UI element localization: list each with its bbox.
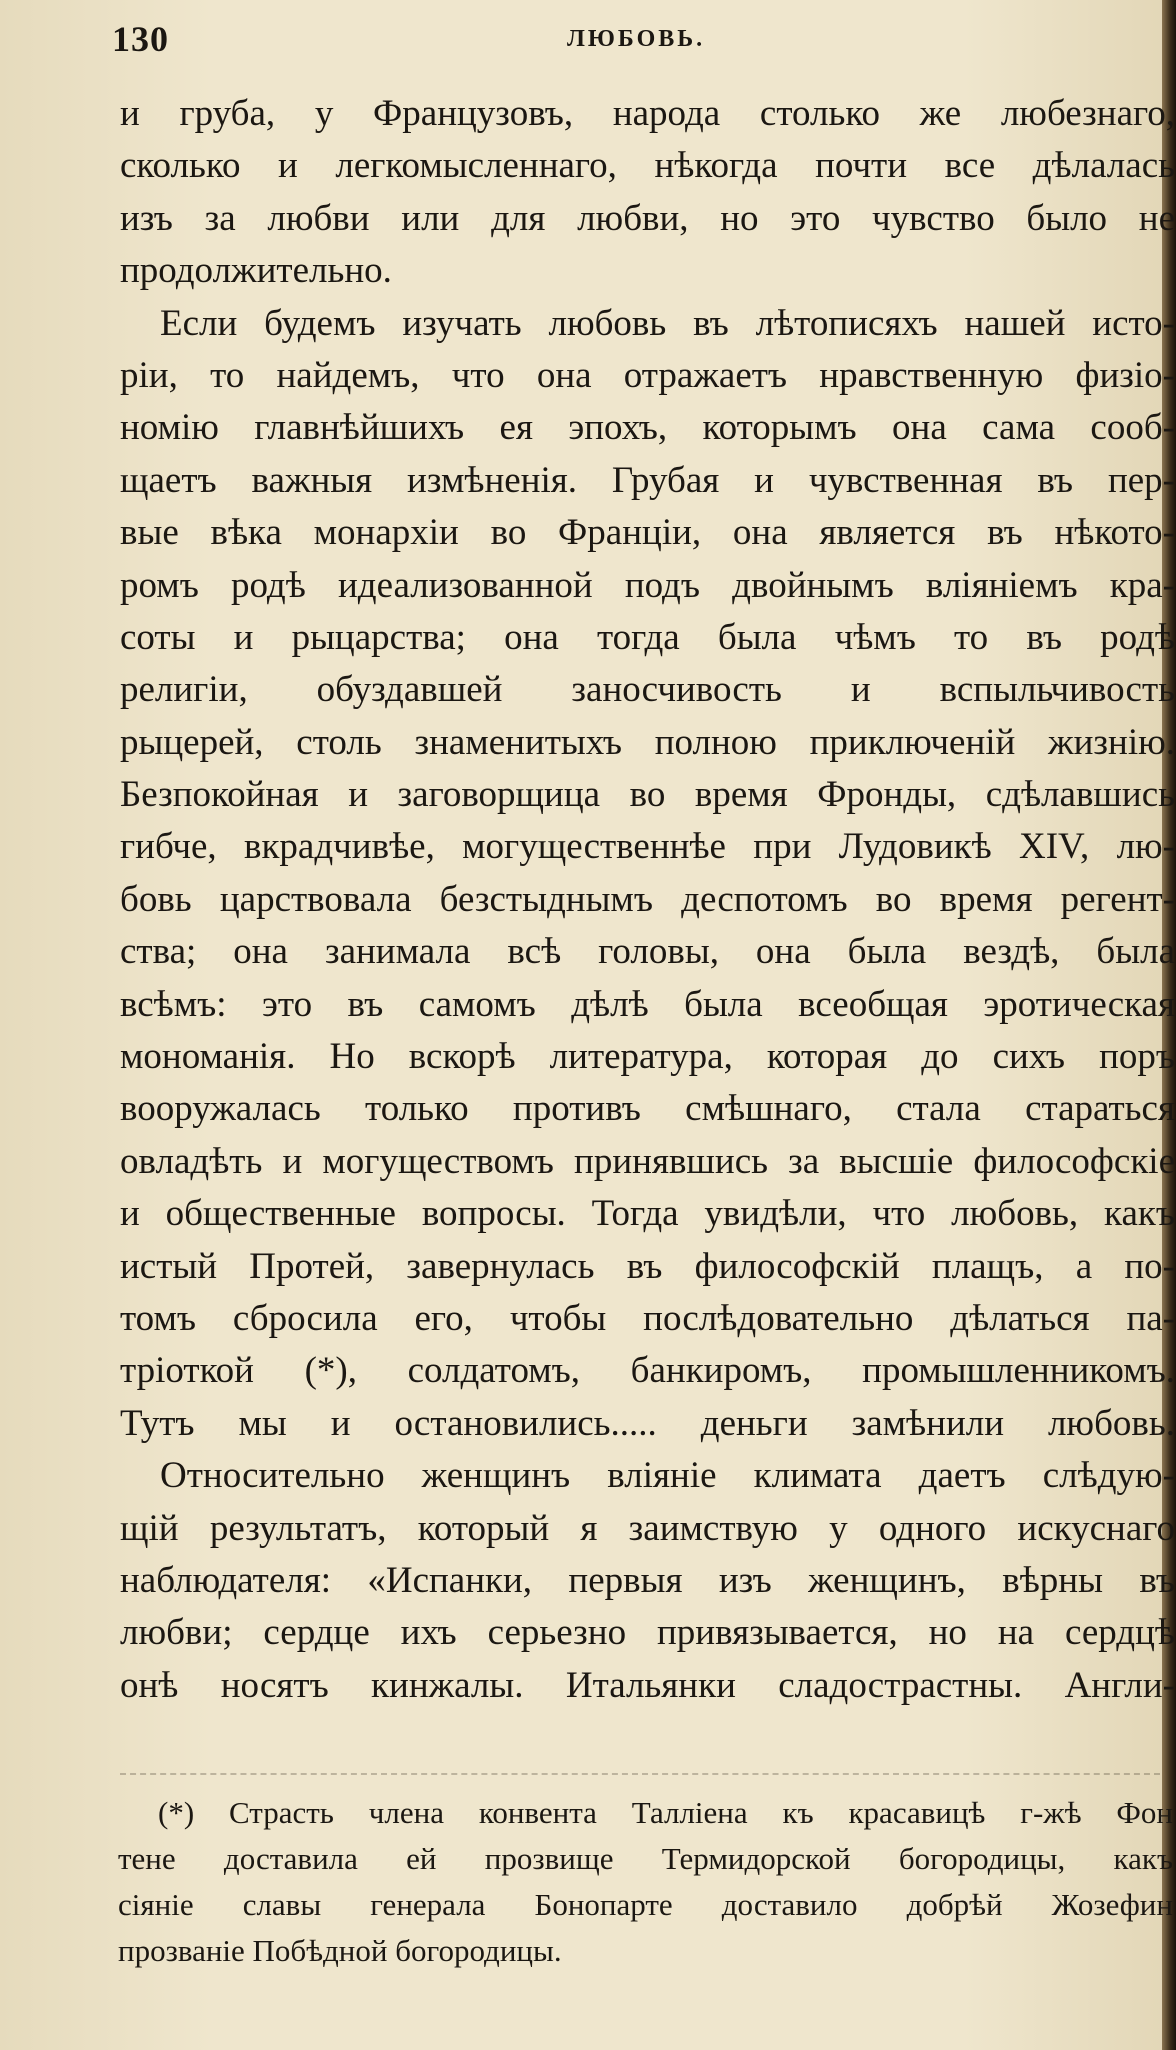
text-line: Если будемъ изучать любовь въ лѣтописяхъ нашей исто-: [160, 302, 1175, 344]
footnote-line: прозваніе Побѣдной богородицы.: [118, 1933, 562, 1968]
text-line: ріи, то найдемъ, что она отражаетъ нравственную физіо-: [120, 354, 1175, 396]
text-line: продолжительно.: [120, 250, 392, 292]
text-line: всѣмъ: это въ самомъ дѣлѣ была всеобщая эротическая: [120, 983, 1175, 1025]
text-line: соты и рыцарства; она тогда была чѣмъ то въ родѣ: [120, 616, 1175, 658]
text-line: щаетъ важныя измѣненія. Грубая и чувственная въ пер-: [120, 459, 1175, 501]
text-line: религіи, обуздавшей заносчивость и вспыльчивость: [120, 669, 1175, 711]
footnote-line: сіяніе славы генерала Бонопарте доставило добрѣй Жозефин: [118, 1887, 1173, 1922]
text-line: бовь царствовала безстыднымъ деспотомъ во время регент-: [120, 878, 1175, 920]
text-line: ства; она занимала всѣ головы, она была вездѣ, была: [120, 931, 1175, 973]
text-line: рыцерей, столь знаменитыхъ полною приключеній жизнію.: [120, 721, 1175, 763]
text-line: вооружалась только противъ смѣшнаго, стала стараться: [120, 1088, 1175, 1130]
page-number: 130: [112, 19, 169, 59]
page-header: [112, 18, 1152, 58]
text-line: Тутъ мы и остановились..... деньги замѣнили любовь.: [120, 1402, 1175, 1444]
text-line: гибче, вкрадчивѣе, могущественнѣе при Лудовикѣ XIV, лю-: [120, 826, 1175, 868]
text-line: любви; сердце ихъ серьезно привязывается, но на сердцѣ: [120, 1612, 1175, 1654]
text-line: Безпокойная и заговорщица во время Фронды, сдѣлавшись: [120, 774, 1175, 816]
text-line: мономанія. Но вскорѣ литература, которая до сихъ поръ: [120, 1036, 1175, 1078]
text-line: и общественные вопросы. Тогда увидѣли, что любовь, какъ: [120, 1193, 1175, 1235]
footnote-line: (*) Страсть члена конвента Талліена къ красавицѣ г-жѣ Фон: [158, 1795, 1173, 1830]
running-head: ЛЮБОВЬ.: [567, 26, 706, 52]
text-line: овладѣть и могуществомъ принявшись за высшіе философскіе: [120, 1140, 1175, 1182]
text-line: истый Протей, завернулась въ философскій плащъ, а по-: [120, 1245, 1175, 1287]
text-line: щій результатъ, который я заимствую у одного искуснаго: [120, 1507, 1175, 1549]
text-line: и груба, у Французовъ, народа столько же любезнаго,: [120, 93, 1175, 134]
text-line: тріоткой (*), солдатомъ, банкиромъ, промышленникомъ.: [120, 1350, 1175, 1392]
text-line: Относительно женщинъ вліяніе климата даетъ слѣдую-: [160, 1455, 1175, 1497]
text-line: изъ за любви или для любви, но это чувство было не: [120, 197, 1175, 239]
footnote-line: тене доставила ей прозвище Термидорской богородицы, какъ: [118, 1841, 1173, 1876]
text-line: номію главнѣйшихъ ея эпохъ, которымъ она сама сооб-: [120, 407, 1175, 449]
text-line: сколько и легкомысленнаго, нѣкогда почти все дѣлалась: [120, 145, 1175, 187]
body-text: [120, 88, 1175, 1712]
footnote-divider: [120, 1773, 1160, 1775]
text-line: вые вѣка монархіи во Франціи, она является въ нѣкото-: [120, 512, 1175, 554]
text-line: наблюдателя: «Испанки, первыя изъ женщинъ, вѣрны въ: [120, 1559, 1175, 1601]
footnotes: [118, 1790, 1173, 1974]
text-line: томъ сбросила его, чтобы послѣдовательно дѣлаться па-: [120, 1297, 1175, 1339]
text-line: онѣ носятъ кинжалы. Итальянки сладострастны. Англи-: [120, 1664, 1175, 1706]
text-line: ромъ родѣ идеализованной подъ двойнымъ вліяніемъ кра-: [120, 564, 1175, 606]
